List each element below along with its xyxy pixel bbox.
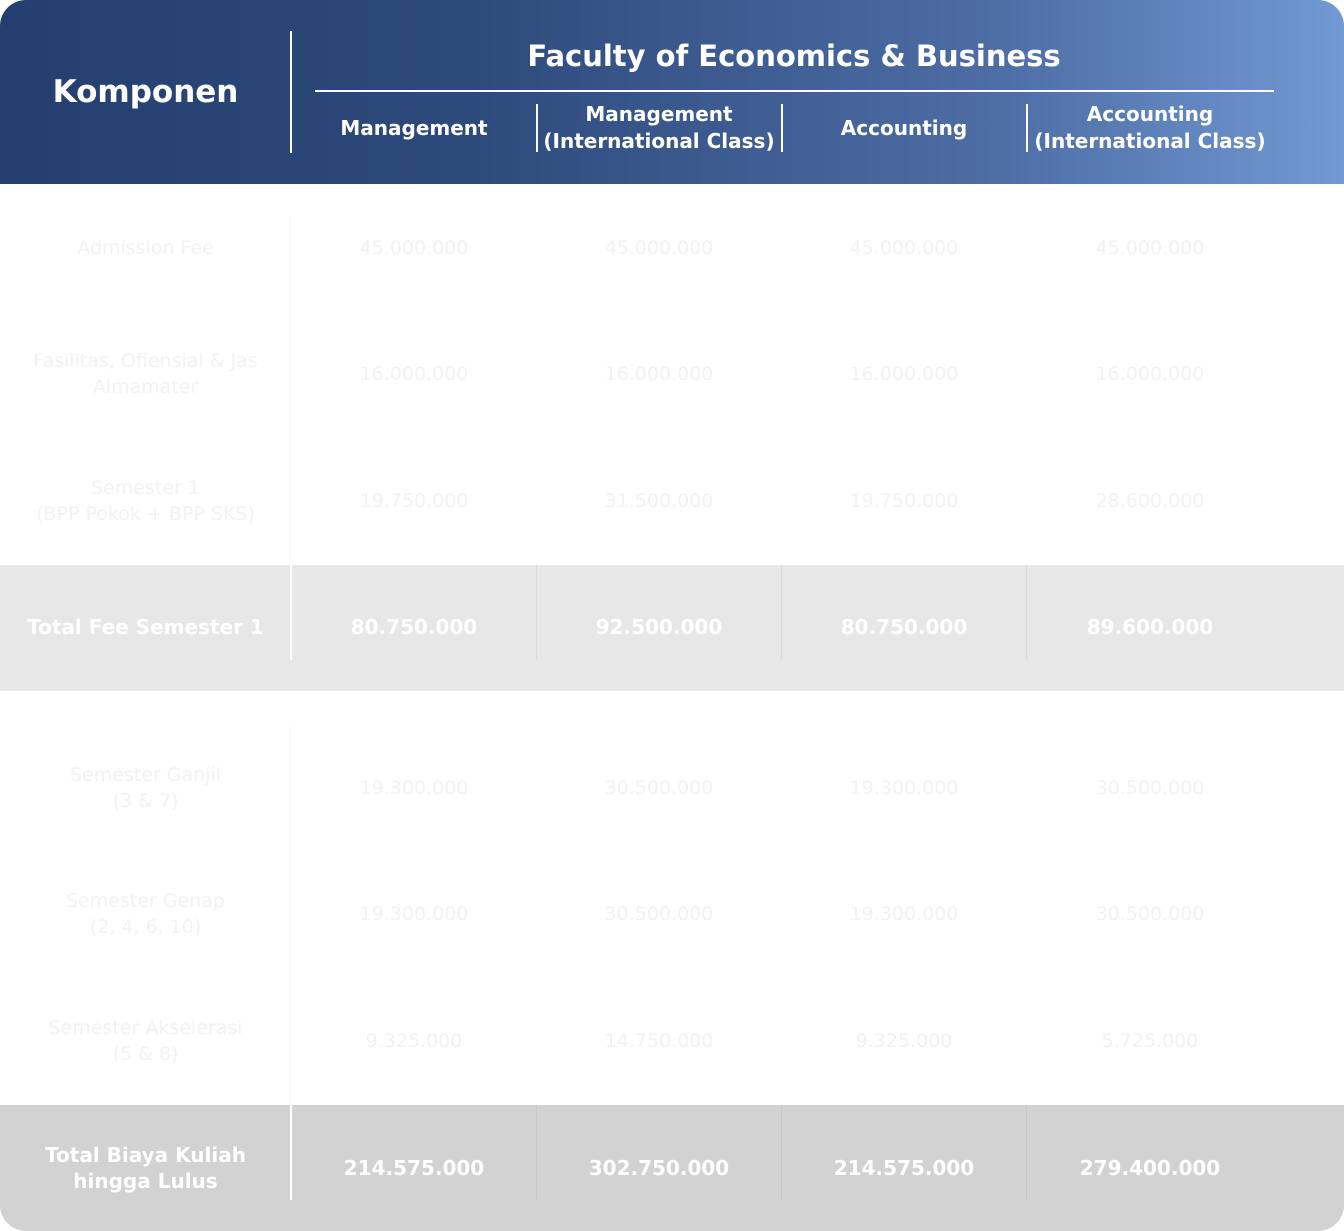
faculty-title: Faculty of Economics & Business (527, 39, 1061, 73)
table-row (0, 978, 1344, 1104)
row-value: 19.300.000 (359, 777, 469, 799)
total-value: 80.750.000 (840, 615, 968, 639)
faculty-underline (315, 90, 1274, 92)
row-value: 30.500.000 (1095, 903, 1205, 925)
row-value: 19.750.000 (359, 490, 469, 512)
row-label: Semester Genap (2, 4, 6, 10) (66, 890, 225, 938)
table-row (0, 185, 1344, 311)
row-label: Semester Akselerasi (5 & 8) (48, 1017, 243, 1065)
total-value: 214.575.000 (833, 1156, 975, 1180)
row-value: 19.750.000 (849, 490, 959, 512)
row-value: 19.300.000 (849, 903, 959, 925)
total-label: Total Biaya Kuliah hingga Lulus (45, 1143, 246, 1193)
total-label: Total Fee Semester 1 (27, 615, 264, 639)
total-value: 214.575.000 (343, 1156, 485, 1180)
row-label: Admission Fee (77, 237, 214, 259)
komponen-heading: Komponen (52, 74, 239, 110)
row-value: 45.000.000 (604, 237, 714, 259)
row-value: 28.600.000 (1095, 490, 1205, 512)
total-value: 92.500.000 (595, 615, 723, 639)
table-row (0, 851, 1344, 977)
row-value: 45.000.000 (359, 237, 469, 259)
total-value: 80.750.000 (350, 615, 478, 639)
row-value: 19.300.000 (849, 777, 959, 799)
row-value: 45.000.000 (849, 237, 959, 259)
row-value: 31.500.000 (604, 490, 714, 512)
total-value: 279.400.000 (1079, 1156, 1221, 1180)
table-row (0, 725, 1344, 851)
row-value: 30.500.000 (604, 903, 714, 925)
column-header-accounting-international: Accounting (International Class) (1034, 102, 1266, 153)
total-semester-1-row (0, 565, 1344, 691)
column-header-management: Management (340, 115, 488, 140)
table-row (0, 438, 1344, 564)
row-value: 5.725.000 (1101, 1030, 1199, 1052)
row-label: Semester 1 (BPP Pokok + BPP SKS) (36, 477, 255, 525)
row-value: 45.000.000 (1095, 237, 1205, 259)
row-value: 9.325.000 (365, 1030, 463, 1052)
row-value: 16.000.000 (604, 363, 714, 385)
row-value: 16.000.000 (849, 363, 959, 385)
table-row (0, 311, 1344, 437)
column-header-management-international: Management (International Class) (543, 102, 775, 153)
row-value: 9.325.000 (855, 1030, 953, 1052)
row-value: 16.000.000 (1095, 363, 1205, 385)
row-value: 30.500.000 (1095, 777, 1205, 799)
column-header-accounting: Accounting (840, 115, 968, 140)
row-label: Semester Ganjil (3 & 7) (69, 764, 222, 812)
row-value: 30.500.000 (604, 777, 714, 799)
total-value: 89.600.000 (1086, 615, 1214, 639)
row-label: Fasilitas, Ofiensial & Jas Almamater (33, 350, 258, 398)
total-value: 302.750.000 (588, 1156, 730, 1180)
table-header (0, 0, 1344, 184)
total-until-graduation-row (0, 1105, 1344, 1231)
row-value: 14.750.000 (604, 1030, 714, 1052)
row-value: 19.300.000 (359, 903, 469, 925)
row-value: 16.000.000 (359, 363, 469, 385)
